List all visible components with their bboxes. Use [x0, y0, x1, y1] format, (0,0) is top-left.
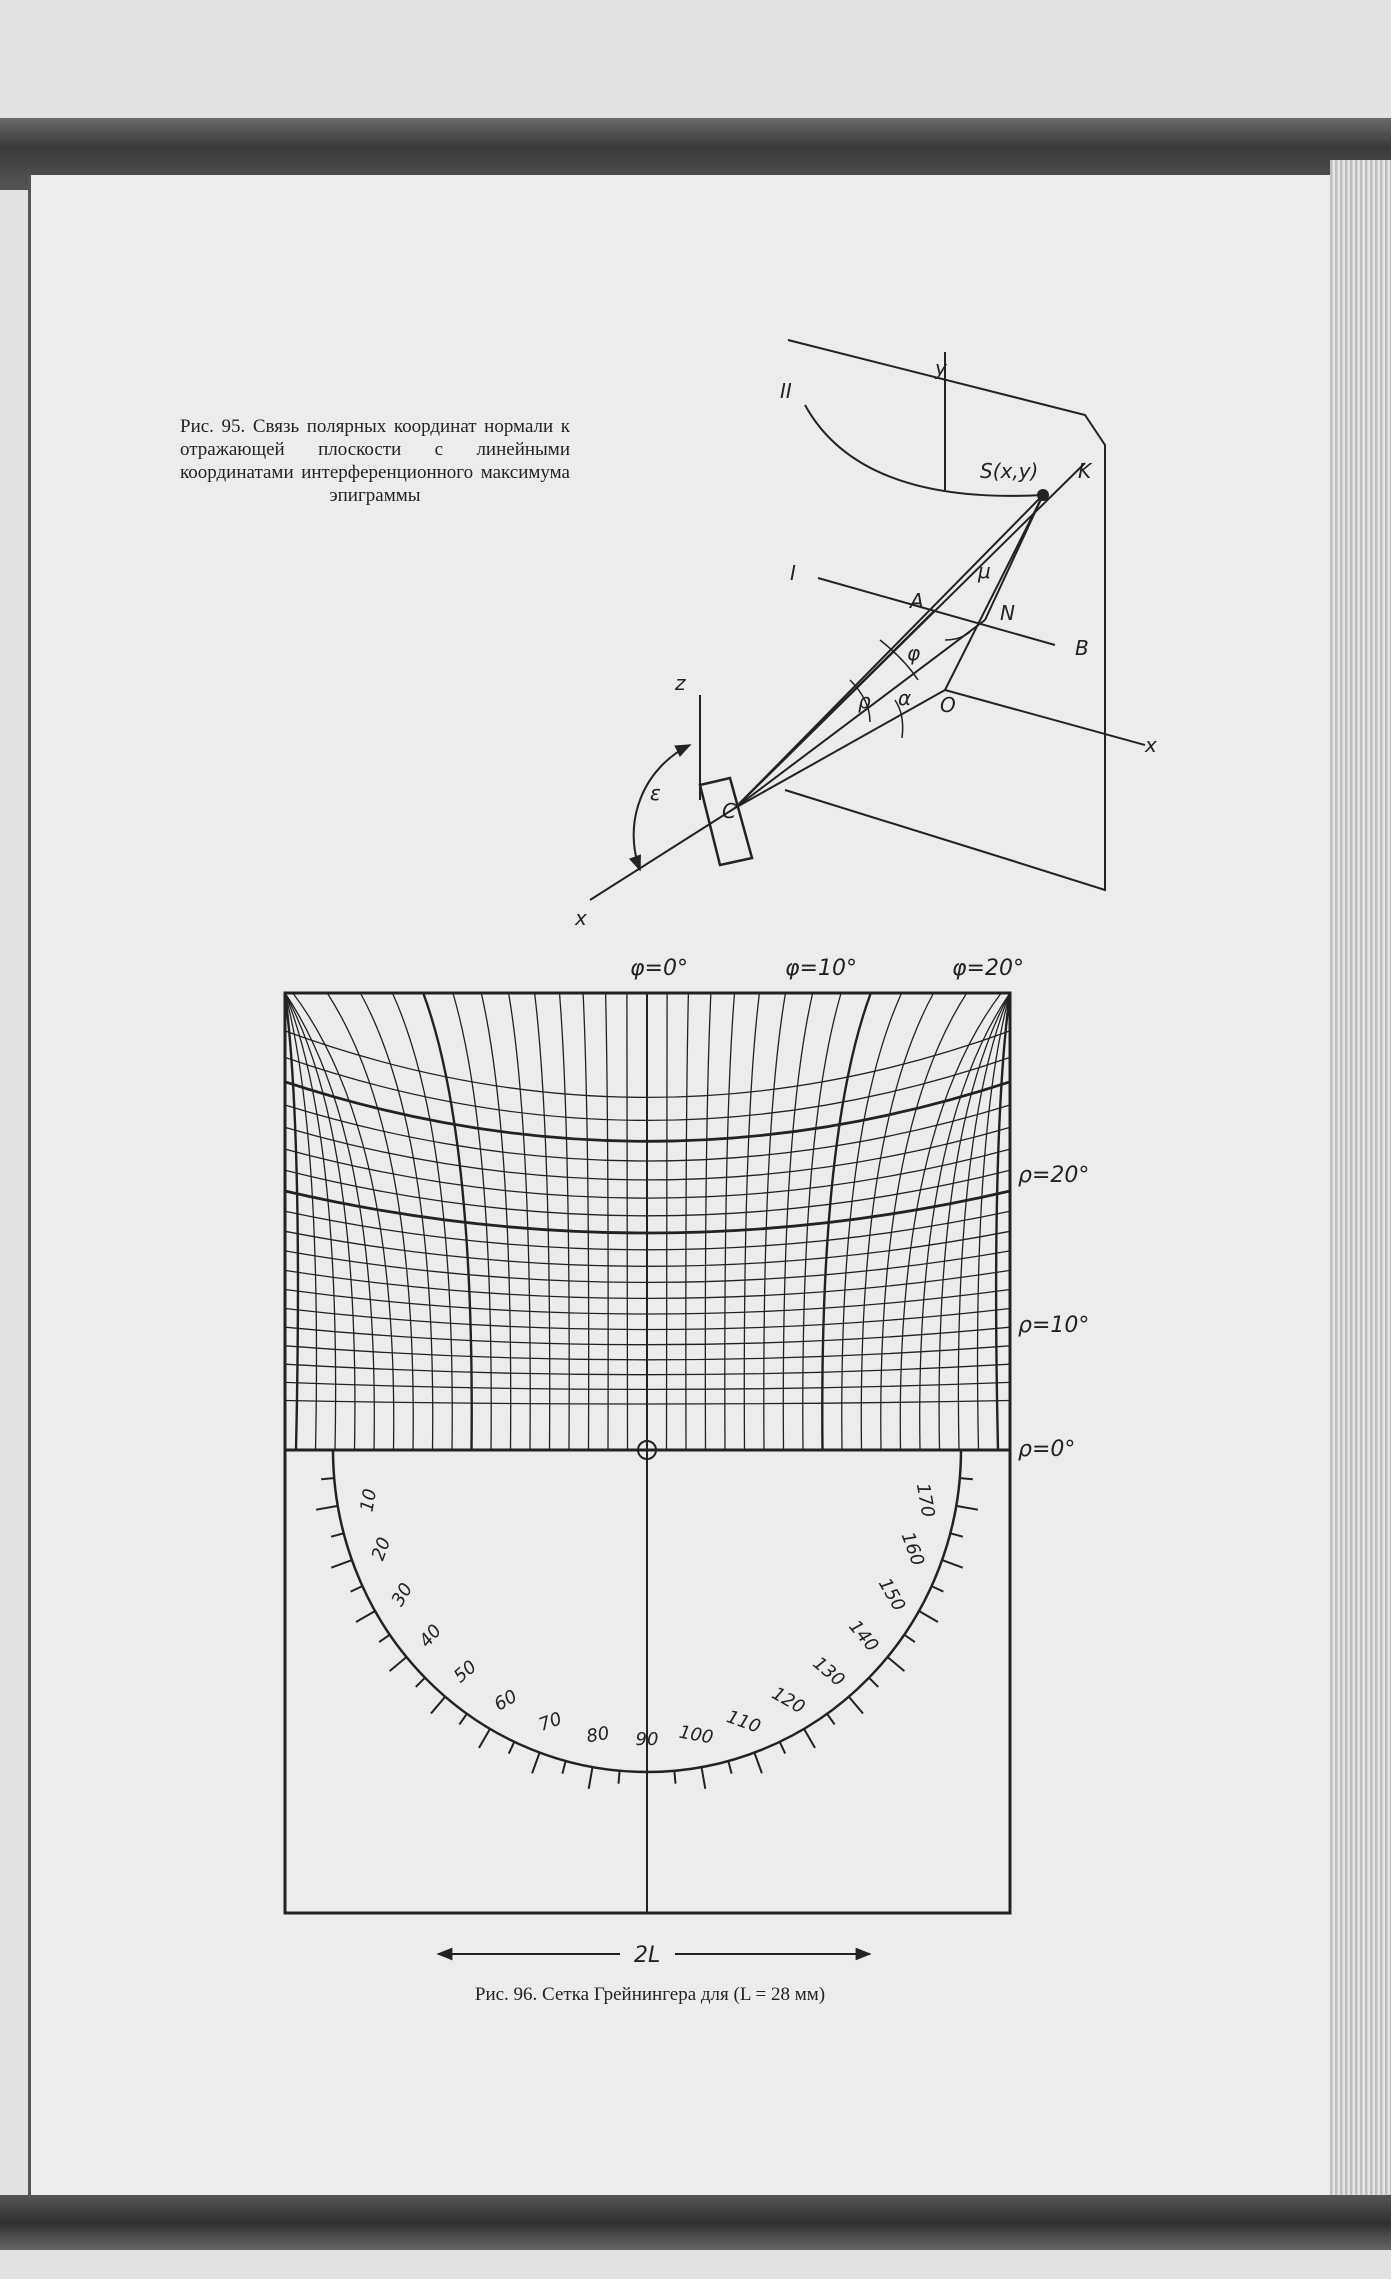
figure-95-labels: [574, 356, 1157, 930]
protractor-tick: [904, 1635, 915, 1642]
protractor-tick: [532, 1753, 540, 1774]
protractor-tick: [331, 1560, 352, 1568]
beam-x-axis: [590, 808, 735, 900]
phi-grid-line: [978, 993, 1010, 1450]
protractor-tick: [804, 1729, 815, 1748]
figure-95-diagram: [590, 340, 1145, 900]
figure-96-labels: [630, 956, 1089, 1462]
phi-grid-line: [725, 993, 735, 1450]
protractor-tick: [780, 1742, 786, 1754]
phi-grid-line: [583, 993, 589, 1450]
protractor-label: 140: [844, 1616, 883, 1656]
figure-95-caption: Рис. 95. Связь полярных координат нормали к отражающей плоскости с линейными координатами интерференционного максимума эпиграммы: [180, 416, 570, 506]
phi-grid-line: [606, 993, 609, 1450]
protractor-tick: [919, 1611, 938, 1622]
label-x-plate: x: [1145, 733, 1157, 757]
point-S: [1037, 489, 1049, 501]
protractor-label: 70: [536, 1708, 565, 1736]
figure-96-caption: Рис. 96. Сетка Грейнингера для (L = 28 мм): [474, 1984, 826, 2005]
protractor-tick: [316, 1506, 338, 1510]
label-mu: μ: [978, 559, 991, 583]
protractor-label: 40: [415, 1620, 447, 1652]
protractor-tick: [956, 1506, 978, 1510]
protractor-label: 130: [808, 1652, 849, 1691]
label-y: y: [935, 356, 947, 380]
figure-96-net: [285, 993, 1010, 1913]
protractor-tick: [950, 1533, 963, 1536]
protractor-tick: [416, 1678, 425, 1687]
protractor-label: 30: [387, 1579, 418, 1610]
protractor-tick: [589, 1767, 593, 1789]
protractor-tick: [509, 1742, 515, 1754]
protractor-tick: [827, 1714, 835, 1725]
label-B: B: [1075, 636, 1089, 660]
label-2L: 2L: [634, 1943, 661, 1968]
label-phi-10: φ=10°: [785, 956, 857, 981]
line-O-x: [945, 690, 1145, 745]
phi-grid-line: [293, 993, 394, 1450]
protractor-label: 50: [449, 1656, 481, 1688]
label-N: N: [1000, 601, 1015, 625]
label-x-axis: x: [575, 906, 587, 930]
protractor-tick: [888, 1657, 905, 1671]
label-z: z: [675, 671, 686, 695]
phi-grid-line: [881, 993, 967, 1450]
protractor-label: 10: [356, 1487, 382, 1514]
phi-grid-line: [744, 993, 759, 1450]
protractor-label: 170: [911, 1481, 939, 1520]
phi-grid-line: [627, 993, 628, 1450]
phi-grid-line: [560, 993, 570, 1450]
protractor-label: 120: [768, 1682, 809, 1719]
protractor-tick: [728, 1761, 731, 1774]
protractor-label: 90: [635, 1729, 659, 1750]
label-rho-0: ρ=0°: [1018, 1437, 1076, 1462]
label-C: C: [722, 799, 736, 823]
protractor-label: 20: [367, 1534, 396, 1564]
phi-grid-line: [360, 993, 432, 1450]
label-A: A: [910, 589, 924, 613]
protractor-label: 160: [896, 1529, 929, 1569]
label-K: K: [1078, 459, 1092, 483]
protractor-label: 80: [584, 1722, 612, 1748]
protractor-tick: [459, 1714, 467, 1725]
protractor-tick: [754, 1753, 762, 1774]
label-phi: φ: [907, 641, 921, 665]
protractor-tick: [390, 1657, 407, 1671]
protractor-tick: [849, 1697, 863, 1714]
phi-grid-line: [686, 993, 689, 1450]
protractor-tick: [869, 1678, 878, 1687]
label-O: O: [940, 693, 956, 717]
protractor-label: 110: [723, 1706, 764, 1738]
width-dimension: [438, 1943, 870, 1968]
seg-S-O: [945, 495, 1043, 690]
ray-C-O: [735, 690, 945, 808]
protractor-tick: [356, 1611, 375, 1622]
label-phi-20: φ=20°: [952, 956, 1024, 981]
label-II: II: [780, 379, 792, 403]
label-rho-20: ρ=20°: [1018, 1163, 1090, 1188]
protractor-tick: [321, 1478, 334, 1479]
protractor-tick: [379, 1635, 390, 1642]
arc-epsilon: [634, 745, 690, 870]
protractor-tick: [674, 1771, 675, 1784]
phi-grid-line: [535, 993, 550, 1450]
protractor-label: 60: [490, 1685, 521, 1716]
phi-grid-line: [666, 993, 667, 1450]
protractor-tick: [942, 1560, 963, 1568]
protractor-label: 150: [873, 1574, 910, 1615]
protractor-tick: [479, 1729, 490, 1748]
label-I: I: [790, 561, 796, 585]
protractor-tick: [562, 1761, 565, 1774]
label-rho-10: ρ=10°: [1018, 1313, 1090, 1338]
label-epsilon: ε: [650, 781, 661, 805]
protractor-tick: [619, 1771, 620, 1784]
protractor-tick: [351, 1586, 363, 1592]
phi-grid-line: [764, 993, 786, 1450]
phi-grid-line: [285, 993, 316, 1450]
label-rho: ρ: [858, 689, 871, 713]
label-S: S(x,y): [980, 459, 1039, 483]
phi-grid-line: [705, 993, 711, 1450]
label-phi-0: φ=0°: [630, 956, 688, 981]
phi-grid-line: [861, 993, 933, 1450]
protractor-tick: [960, 1478, 973, 1479]
protractor-tick: [431, 1697, 445, 1714]
protractor-tick: [331, 1533, 344, 1536]
line-I-B: [818, 578, 1055, 645]
protractor-label: 100: [677, 1721, 715, 1749]
protractor-tick: [702, 1767, 706, 1789]
phi-grid-line: [509, 993, 531, 1450]
label-alpha: α: [898, 686, 912, 710]
protractor-tick: [932, 1586, 944, 1592]
